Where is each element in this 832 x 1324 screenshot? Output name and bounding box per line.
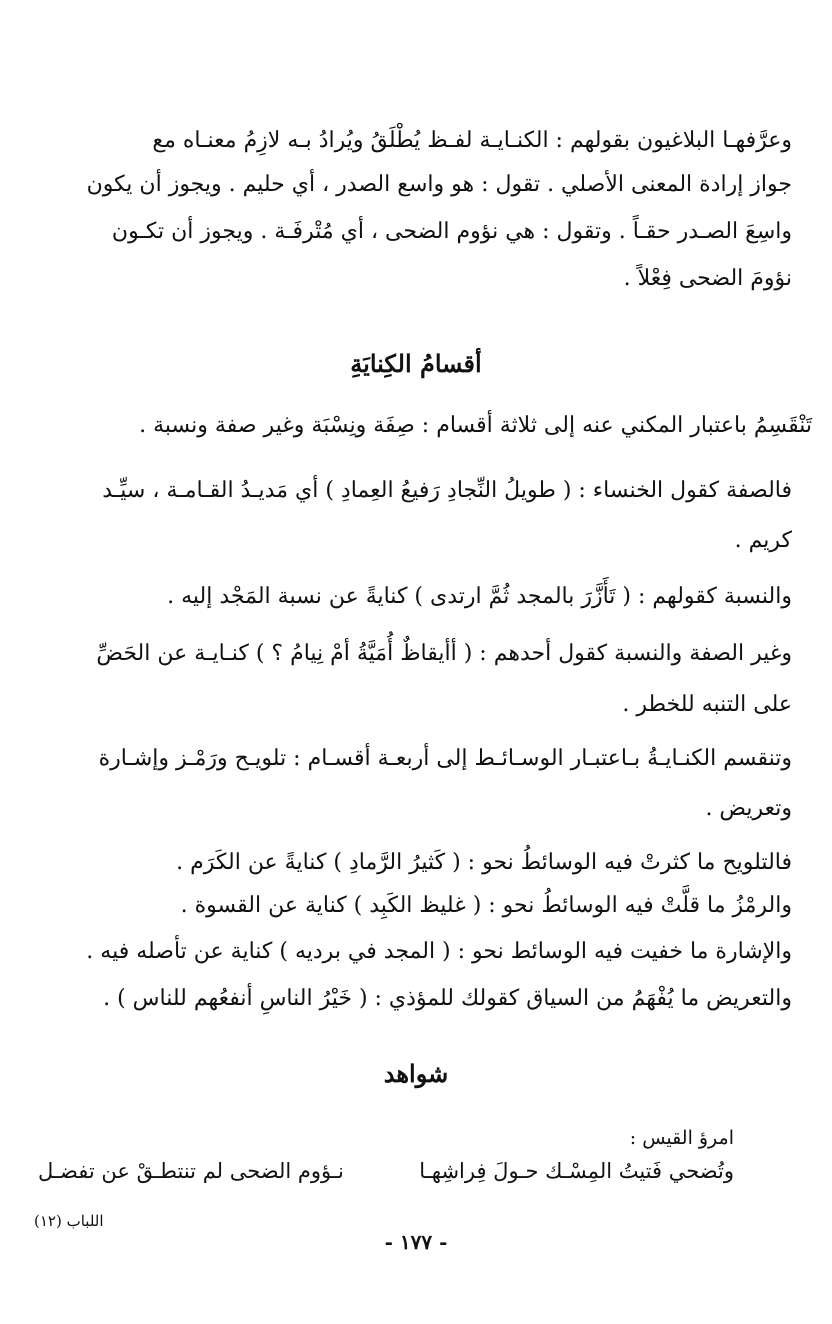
intro-line-1: وعرَّفهـا البلاغيون بقولهم : الكنـايـة لفـظ يُطْلَقُ ويُرادُ بـه لازِمُ معنـاه مع [152,128,792,153]
paragraph-sifa-line-2: كريم . [734,528,792,553]
list-item-tarid: والتعريض ما يُفْهَمُ من السياق كقولك للمؤذي : ( خَيْرُ الناسِ أنفعُهم للناس ) . [103,986,792,1011]
section-heading-evidence: شواهد [383,1059,449,1088]
intro-line-3: واسِعَ الصـدر حقـاً . وتقول : هي نؤوم الضحى ، أي مُتْرفَـة . ويجوز أن تكـون [111,219,792,244]
list-item-talwih: فالتلويح ما كثرتْ فيه الوسائطُ نحو : ( كَثيرُ الرَّمادِ ) كنايةً عن الكَرَم . [176,850,792,875]
paragraph-other-line-2: على التنبه للخطر . [622,692,792,717]
paragraph-sifa-line-1: فالصفة كقول الخنساء : ( طويلُ النِّجادِ رَفيعُ العِمادِ ) أي مَديـدُ القـامـة ، سيِّـد [102,478,792,503]
section-heading-kinds: أقسامُ الكِنايَةِ [350,349,482,378]
paragraph-other-line-1: وغير الصفة والنسبة كقول أحدهم : ( أأيقاظٌ أُمَيَّةُ أمْ نِيامُ ؟ ) كنـايـة عن الحَضِّ [96,641,792,666]
intro-line-2: جواز إرادة المعنى الأصلي . تقول : هو واسع الصدر ، أي حليم . ويجوز أن يكون [86,172,792,197]
list-item-ramz: والرمْزُ ما قلَّتْ فيه الوسائطُ نحو : ( غليظ الكَبِد ) كناية عن القسوة . [180,893,792,918]
paragraph-division: تَنْقَسِمُ باعتبار المكني عنه إلى ثلاثة أقسام : صِفَة ونِسْبَة وغير صفة ونسبة . [139,413,812,438]
paragraph-intermediaries-line-2: وتعريض . [705,796,792,821]
verse-first-hemistich: وتُضحي فَتيتُ المِسْـك حـولَ فِراشِهـا [419,1159,734,1183]
paragraph-intermediaries-line-1: وتنقسم الكنـايـةُ بـاعتبـار الوسـائـط إلى أربعـة أقسـام : تلويـح ورَمْـز وإشـارة [98,746,792,771]
list-item-ishara: والإشارة ما خفيت فيه الوسائط نحو : ( المجد في برديه ) كناية عن تأصله فيه . [86,939,792,964]
poet-name: امرؤ القيس : [629,1127,734,1149]
book-reference: اللباب (١٢) [34,1212,104,1230]
intro-line-4: نؤومَ الضحى فِعْلاً . [623,266,792,291]
verse-line [38,1153,734,1189]
page-number: - ١٧٧ - [384,1230,448,1254]
verse-second-hemistich: نـؤوم الضحى لم تنتطـقْ عن تفضـل [38,1159,344,1183]
paragraph-nisba: والنسبة كقولهم : ( تَأَزَّرَ بالمجد ثُمَّ ارتدى ) كنايةً عن نسبة المَجْد إليه . [167,584,792,609]
